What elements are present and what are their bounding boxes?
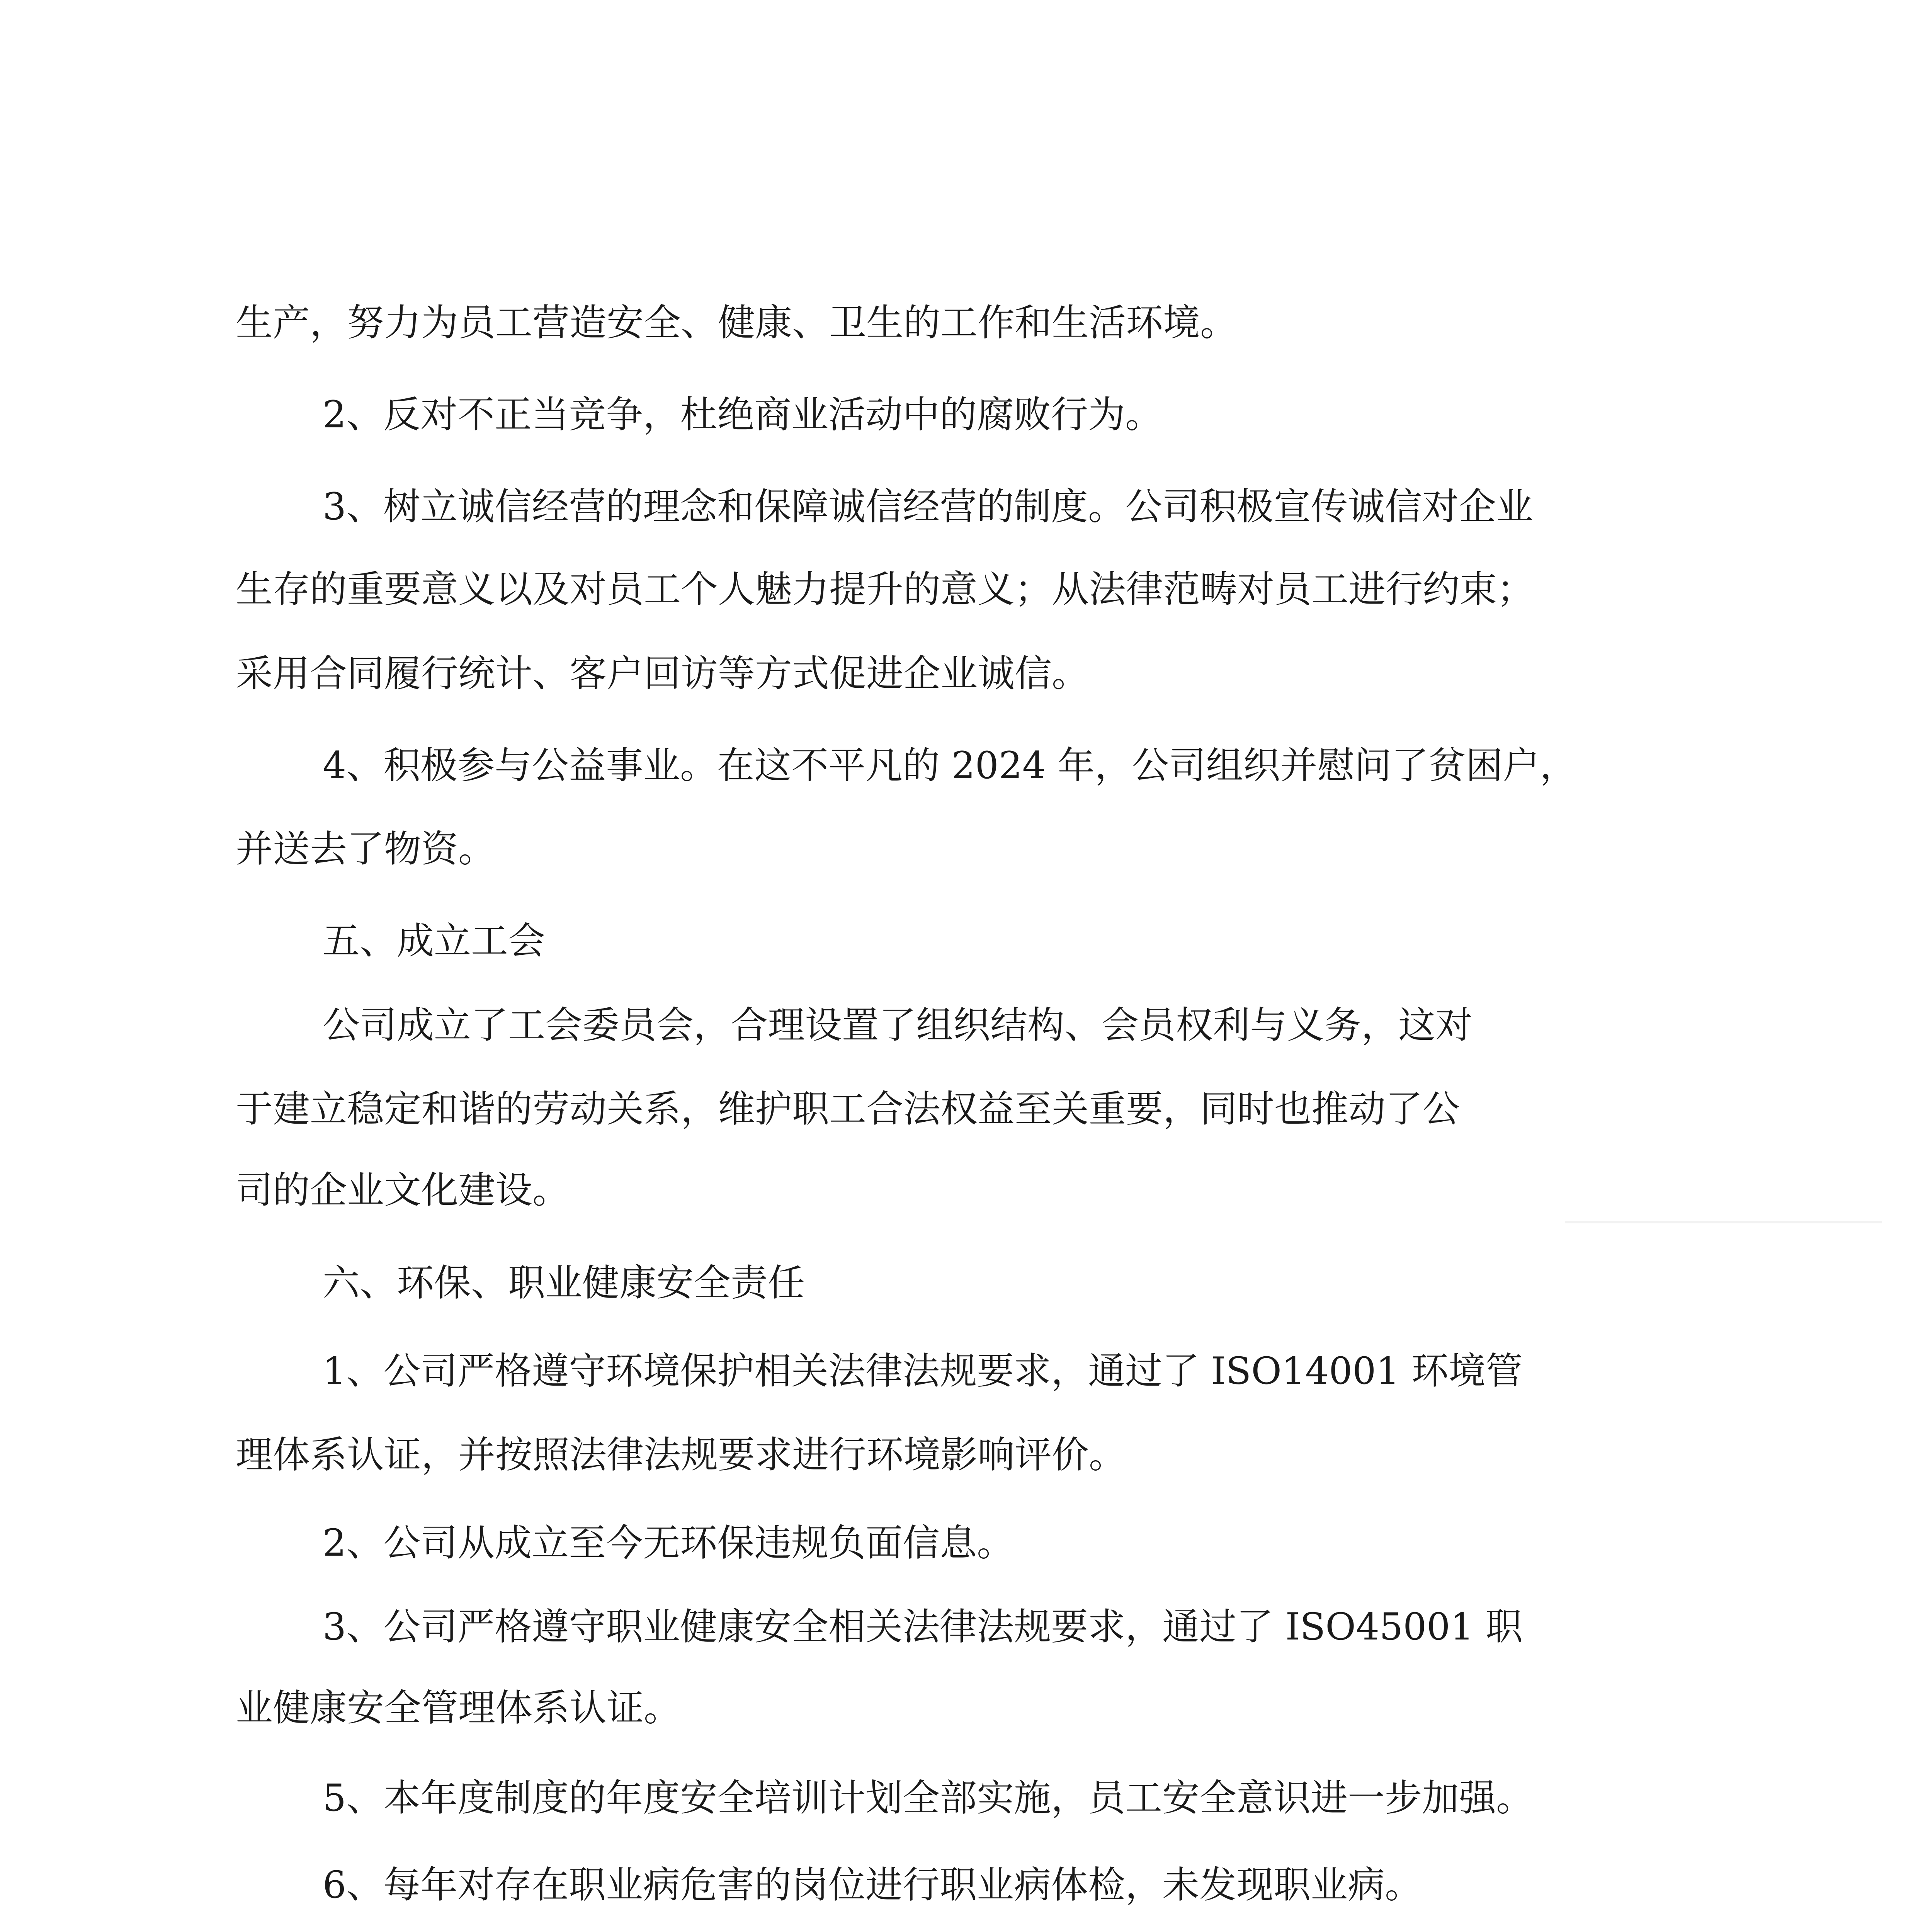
paragraph-line: 2、公司从成立至今无环保违规负面信息。 — [323, 1521, 1014, 1565]
section-heading: 五、成立工会 — [323, 919, 545, 963]
paragraph-line: 公司成立了工会委员会，合理设置了组织结构、会员权利与义务，这对 — [323, 1003, 1473, 1047]
paragraph-line: 生产，努力为员工营造安全、健康、卫生的工作和生活环境。 — [236, 301, 1237, 344]
paragraph-line: 业健康安全管理体系认证。 — [236, 1686, 681, 1730]
paragraph-line: 3、公司严格遵守职业健康安全相关法律法规要求，通过了 ISO45001 职 — [323, 1605, 1523, 1648]
paragraph-line: 于建立稳定和谐的劳动关系，维护职工合法权益至关重要，同时也推动了公 — [236, 1087, 1460, 1131]
paragraph-line: 采用合同履行统计、客户回访等方式促进企业诚信。 — [236, 652, 1089, 695]
paragraph-line: 并送去了物资。 — [236, 827, 495, 871]
paragraph-line: 2、反对不正当竞争，杜绝商业活动中的腐败行为。 — [323, 393, 1163, 436]
paragraph-line: 司的企业文化建设。 — [236, 1168, 570, 1212]
paragraph-line: 6、每年对存在职业病危害的岗位进行职业病体检，未发现职业病。 — [323, 1863, 1422, 1906]
paragraph-line: 生存的重要意义以及对员工个人魅力提升的意义；从法律范畴对员工进行约束； — [236, 568, 1534, 611]
paragraph-line: 1、公司严格遵守环境保护相关法律法规要求，通过了 ISO14001 环境管 — [323, 1349, 1523, 1393]
paragraph-line: 理体系认证，并按照法律法规要求进行环境影响评价。 — [236, 1433, 1126, 1476]
scan-artifact — [1565, 1221, 1882, 1223]
paragraph-line: 5、本年度制度的年度安全培训计划全部实施，员工安全意识进一步加强。 — [323, 1776, 1534, 1820]
paragraph-line: 4、积极参与公益事业。在这不平凡的 2024 年，公司组织并慰问了贫困户， — [323, 744, 1577, 787]
section-heading: 六、环保、职业健康安全责任 — [323, 1261, 805, 1304]
paragraph-line: 3、树立诚信经营的理念和保障诚信经营的制度。公司积极宣传诚信对企业 — [323, 485, 1534, 528]
